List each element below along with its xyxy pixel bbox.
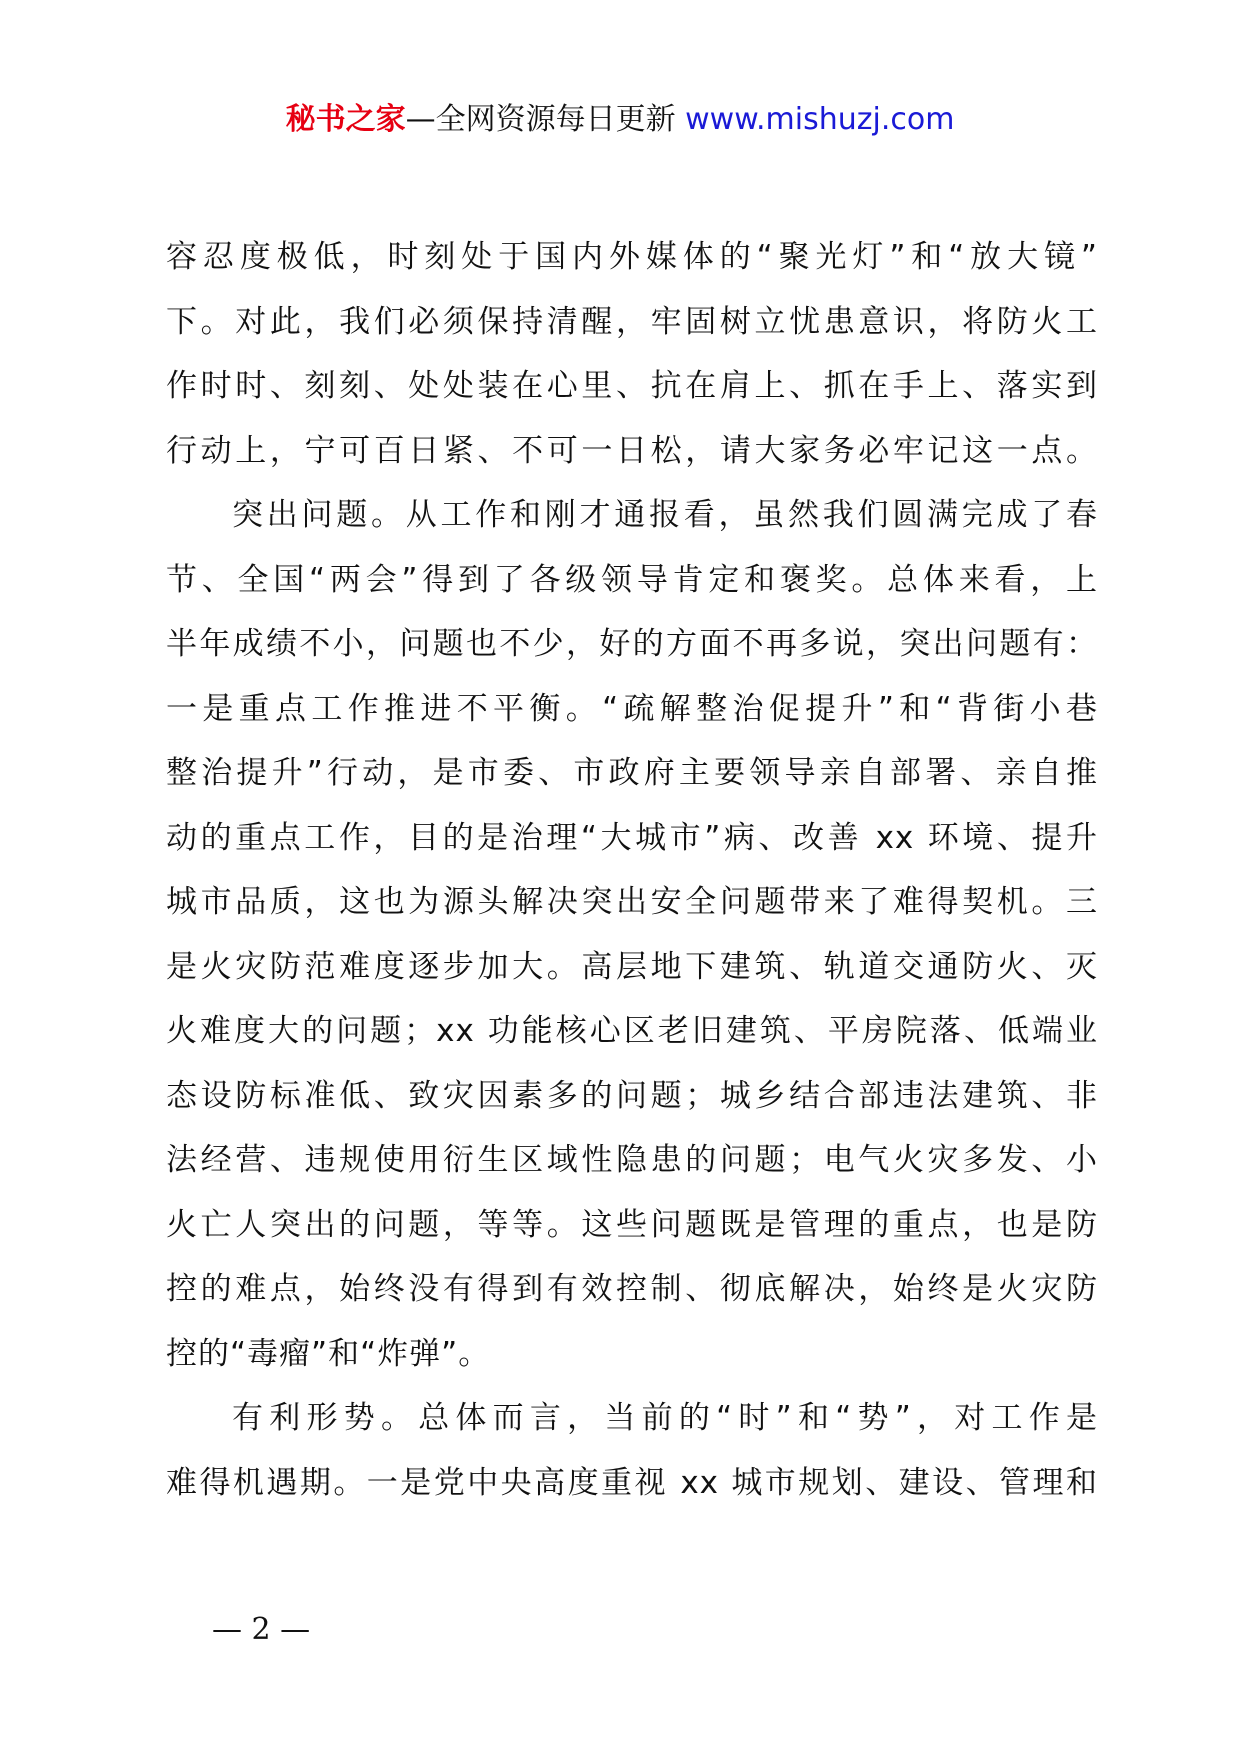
text-line: 控的“毒瘤”和“炸弹”。 xyxy=(166,1335,491,1372)
page-number: — 2 — xyxy=(212,1612,311,1647)
text-line: 法经营、违规使用衍生区域性隐患的问题；电气火灾多发、小 xyxy=(166,1142,1098,1178)
brand-name: 秘书之家 xyxy=(285,102,406,137)
text-line: 容忍度极低，时刻处于国内外媒体的“聚光灯”和“放大镜” xyxy=(166,239,1098,275)
site-tagline: —全网资源每日更新 xyxy=(405,102,676,137)
text-line: 一是重点工作推进不平衡。“疏解整治促提升”和“背街小巷 xyxy=(166,690,1098,727)
text-line: 控的难点，始终没有得到有效控制、彻底解决，始终是火灾防 xyxy=(166,1271,1098,1307)
text-line: 难得机遇期。一是党中央高度重视 xx 城市规划、建设、管理和 xyxy=(166,1464,1098,1501)
site-url-link[interactable]: www.mishuzj.com xyxy=(685,102,955,137)
text-line: 下。对此，我们必须保持清醒，牢固树立忧患意识，将防火工 xyxy=(166,303,1098,340)
text-line: 火亡人突出的问题，等等。这些问题既是管理的重点，也是防 xyxy=(166,1206,1098,1243)
document-body xyxy=(166,238,1098,1528)
text-line: 态设防标准低、致灾因素多的问题；城乡结合部违法建筑、非 xyxy=(166,1077,1098,1114)
text-line: 行动上，宁可百日紧、不可一日松，请大家务必牢记这一点。 xyxy=(166,432,1098,469)
text-line: 节、全国“两会”得到了各级领导肯定和褒奖。总体来看，上 xyxy=(166,561,1098,598)
text-line: 城市品质，这也为源头解决突出安全问题带来了难得契机。三 xyxy=(166,884,1098,920)
paragraph-start-line: 有利形势。总体而言，当前的“时”和“势”，对工作是 xyxy=(232,1400,1098,1436)
text-line: 半年成绩不小，问题也不少，好的方面不再多说，突出问题有： xyxy=(166,626,1098,662)
paragraph-start-line: 突出问题。从工作和刚才通报看，虽然我们圆满完成了春 xyxy=(232,497,1098,533)
site-header xyxy=(0,100,1240,140)
text-line: 动的重点工作，目的是治理“大城市”病、改善 xx 环境、提升 xyxy=(166,819,1098,856)
text-line: 作时时、刻刻、处处装在心里、抗在肩上、抓在手上、落实到 xyxy=(166,368,1098,404)
text-line: 整治提升”行动，是市委、市政府主要领导亲自部署、亲自推 xyxy=(166,755,1098,791)
text-line: 火难度大的问题；xx 功能核心区老旧建筑、平房院落、低端业 xyxy=(166,1013,1098,1049)
text-line: 是火灾防范难度逐步加大。高层地下建筑、轨道交通防火、灭 xyxy=(166,948,1098,985)
